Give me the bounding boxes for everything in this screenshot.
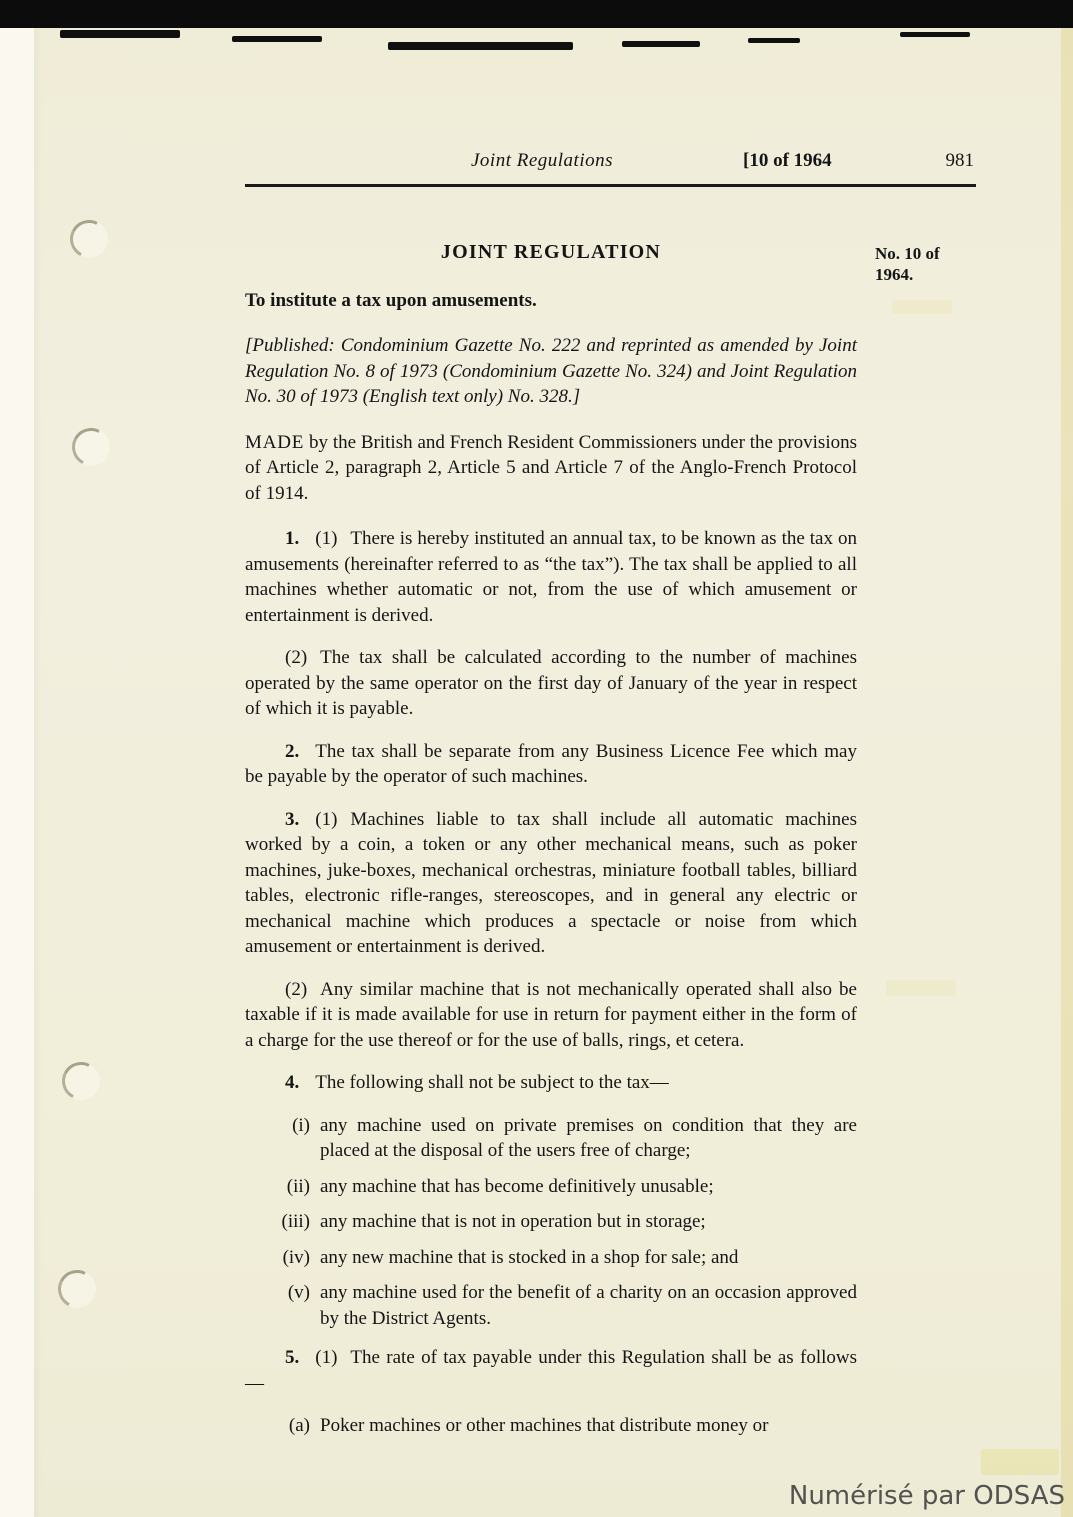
section-subnumber: (2) bbox=[285, 647, 308, 668]
scan-artifact-dash bbox=[748, 38, 800, 43]
preamble-text: by the British and French Resident Commissioners under the provisions of Article 2, paragraph 2, Article 5 and Article 7 of the Anglo-French Protocol of 1914. bbox=[245, 431, 857, 504]
list-item-text: any new machine that is stocked in a shop for sale; and bbox=[320, 1246, 739, 1268]
list-item-label: (iv) bbox=[282, 1246, 310, 1268]
scan-artifact-dash bbox=[900, 32, 970, 37]
list-item-text: any machine that is not in operation but in storage; bbox=[320, 1211, 706, 1232]
header-citation: [10 of 1964 bbox=[743, 150, 832, 171]
section-paragraph-5-1 bbox=[245, 1345, 857, 1396]
list-item-text: any machine used for the benefit of a charity on an occasion approved by the District Agents. bbox=[320, 1282, 857, 1329]
section-text: Any similar machine that is not mechanically operated shall also be taxable if it is made available for use in return for payment either in the form of a charge for the use thereof or for the use of balls, rings, et cetera. bbox=[245, 978, 857, 1051]
list-item bbox=[245, 1413, 857, 1439]
punch-hole bbox=[65, 215, 113, 263]
section-subnumber: (1) bbox=[315, 1347, 338, 1368]
scan-artifact-dash bbox=[622, 41, 700, 47]
section-5-list bbox=[245, 1413, 857, 1439]
page-header bbox=[245, 150, 976, 182]
section-paragraph-1-1 bbox=[245, 526, 857, 628]
list-item-text: Poker machines or other machines that distribute money or bbox=[320, 1415, 769, 1436]
document-body bbox=[245, 240, 857, 1449]
preamble-lead: MADE bbox=[245, 431, 305, 453]
scan-artifact-patch bbox=[886, 980, 956, 996]
section-paragraph-1-2 bbox=[245, 645, 857, 722]
section-subnumber: (1) bbox=[315, 808, 338, 830]
page-title: JOINT REGULATION bbox=[440, 241, 662, 263]
scan-artifact-right-edge bbox=[1061, 28, 1073, 1517]
list-item-text: any machine that has become definitively unusable; bbox=[320, 1175, 714, 1197]
margin-note: No. 10 of 1964. bbox=[875, 244, 940, 284]
scan-artifact-dash bbox=[60, 30, 180, 38]
list-item bbox=[245, 1113, 857, 1164]
scan-watermark: Numérisé par ODSAS bbox=[788, 1481, 1065, 1511]
scan-artifact-patch bbox=[981, 1449, 1059, 1475]
section-text: The tax shall be calculated according to the number of machines operated by the same operator on the first day of January of the year in respect of which it is payable. bbox=[245, 647, 857, 719]
list-item bbox=[245, 1174, 857, 1200]
section-number: 2. bbox=[285, 740, 300, 762]
scan-artifact-top-band bbox=[0, 0, 1073, 28]
preamble bbox=[245, 430, 857, 507]
scan-artifact-dash bbox=[388, 42, 573, 50]
section-text: The following shall not be subject to the tax— bbox=[315, 1072, 669, 1093]
section-subnumber: (2) bbox=[285, 978, 308, 1000]
section-text: Machines liable to tax shall include all automatic machines worked by a coin, a token or any other mechanical means, such as poker machines, juke-boxes, mechanical orchestras, miniature football tables, billiard tables, electronic rifle-ranges, stereoscopes, and in general any electric or mechanical machine which produces a spectacle or noise from which amusement or entertainment is derived. bbox=[245, 808, 857, 957]
section-paragraph-3-1 bbox=[245, 807, 857, 960]
page-left-edge bbox=[0, 28, 34, 1517]
list-item-label: (ii) bbox=[286, 1175, 310, 1197]
list-item-label: (i) bbox=[292, 1114, 310, 1136]
section-text: There is hereby instituted an annual tax, to be known as the tax on amusements (hereinafter referred to as “the tax”). The tax shall be applied to all machines whether automatic or not, from the use of which amusement or entertainment is derived. bbox=[245, 528, 857, 626]
scan-artifact-dash bbox=[232, 36, 322, 42]
punch-hole bbox=[53, 1265, 101, 1313]
section-text: The rate of tax payable under this Regulation shall be as follows— bbox=[245, 1347, 857, 1394]
section-paragraph-3-2 bbox=[245, 977, 857, 1054]
list-item-label: (a) bbox=[288, 1415, 310, 1436]
scan-artifact-patch bbox=[892, 300, 952, 314]
list-item-label: (v) bbox=[287, 1282, 310, 1303]
section-number: 1. bbox=[285, 528, 300, 549]
section-number: 3. bbox=[285, 808, 300, 830]
section-number: 4. bbox=[285, 1072, 300, 1093]
list-item-label: (iii) bbox=[281, 1211, 310, 1232]
list-item bbox=[245, 1245, 857, 1271]
section-paragraph-4 bbox=[245, 1070, 857, 1096]
published-note: [Published: Condominium Gazette No. 222 and reprinted as amended by Joint Regulation No. 8 of 1973 (Condominium Gazette No. 324) and Joint Regulation No. 30 of 1973 (English text only) No. 328.] bbox=[245, 335, 857, 407]
running-title: Joint Regulations bbox=[471, 150, 614, 171]
section-paragraph-2 bbox=[245, 739, 857, 790]
punch-hole bbox=[57, 1057, 105, 1105]
page-number: 981 bbox=[945, 150, 974, 171]
header-rule bbox=[245, 184, 976, 187]
list-item bbox=[245, 1209, 857, 1235]
list-item-text: any machine used on private premises on condition that they are placed at the disposal of the users free of charge; bbox=[320, 1114, 857, 1161]
list-item bbox=[245, 1280, 857, 1331]
section-subnumber: (1) bbox=[315, 528, 338, 549]
section-text: The tax shall be separate from any Business Licence Fee which may be payable by the operator of such machines. bbox=[245, 740, 857, 787]
section-number: 5. bbox=[285, 1347, 300, 1368]
section-4-list bbox=[245, 1113, 857, 1332]
regulation-subtitle: To institute a tax upon amusements. bbox=[245, 289, 537, 311]
punch-hole bbox=[67, 423, 115, 471]
